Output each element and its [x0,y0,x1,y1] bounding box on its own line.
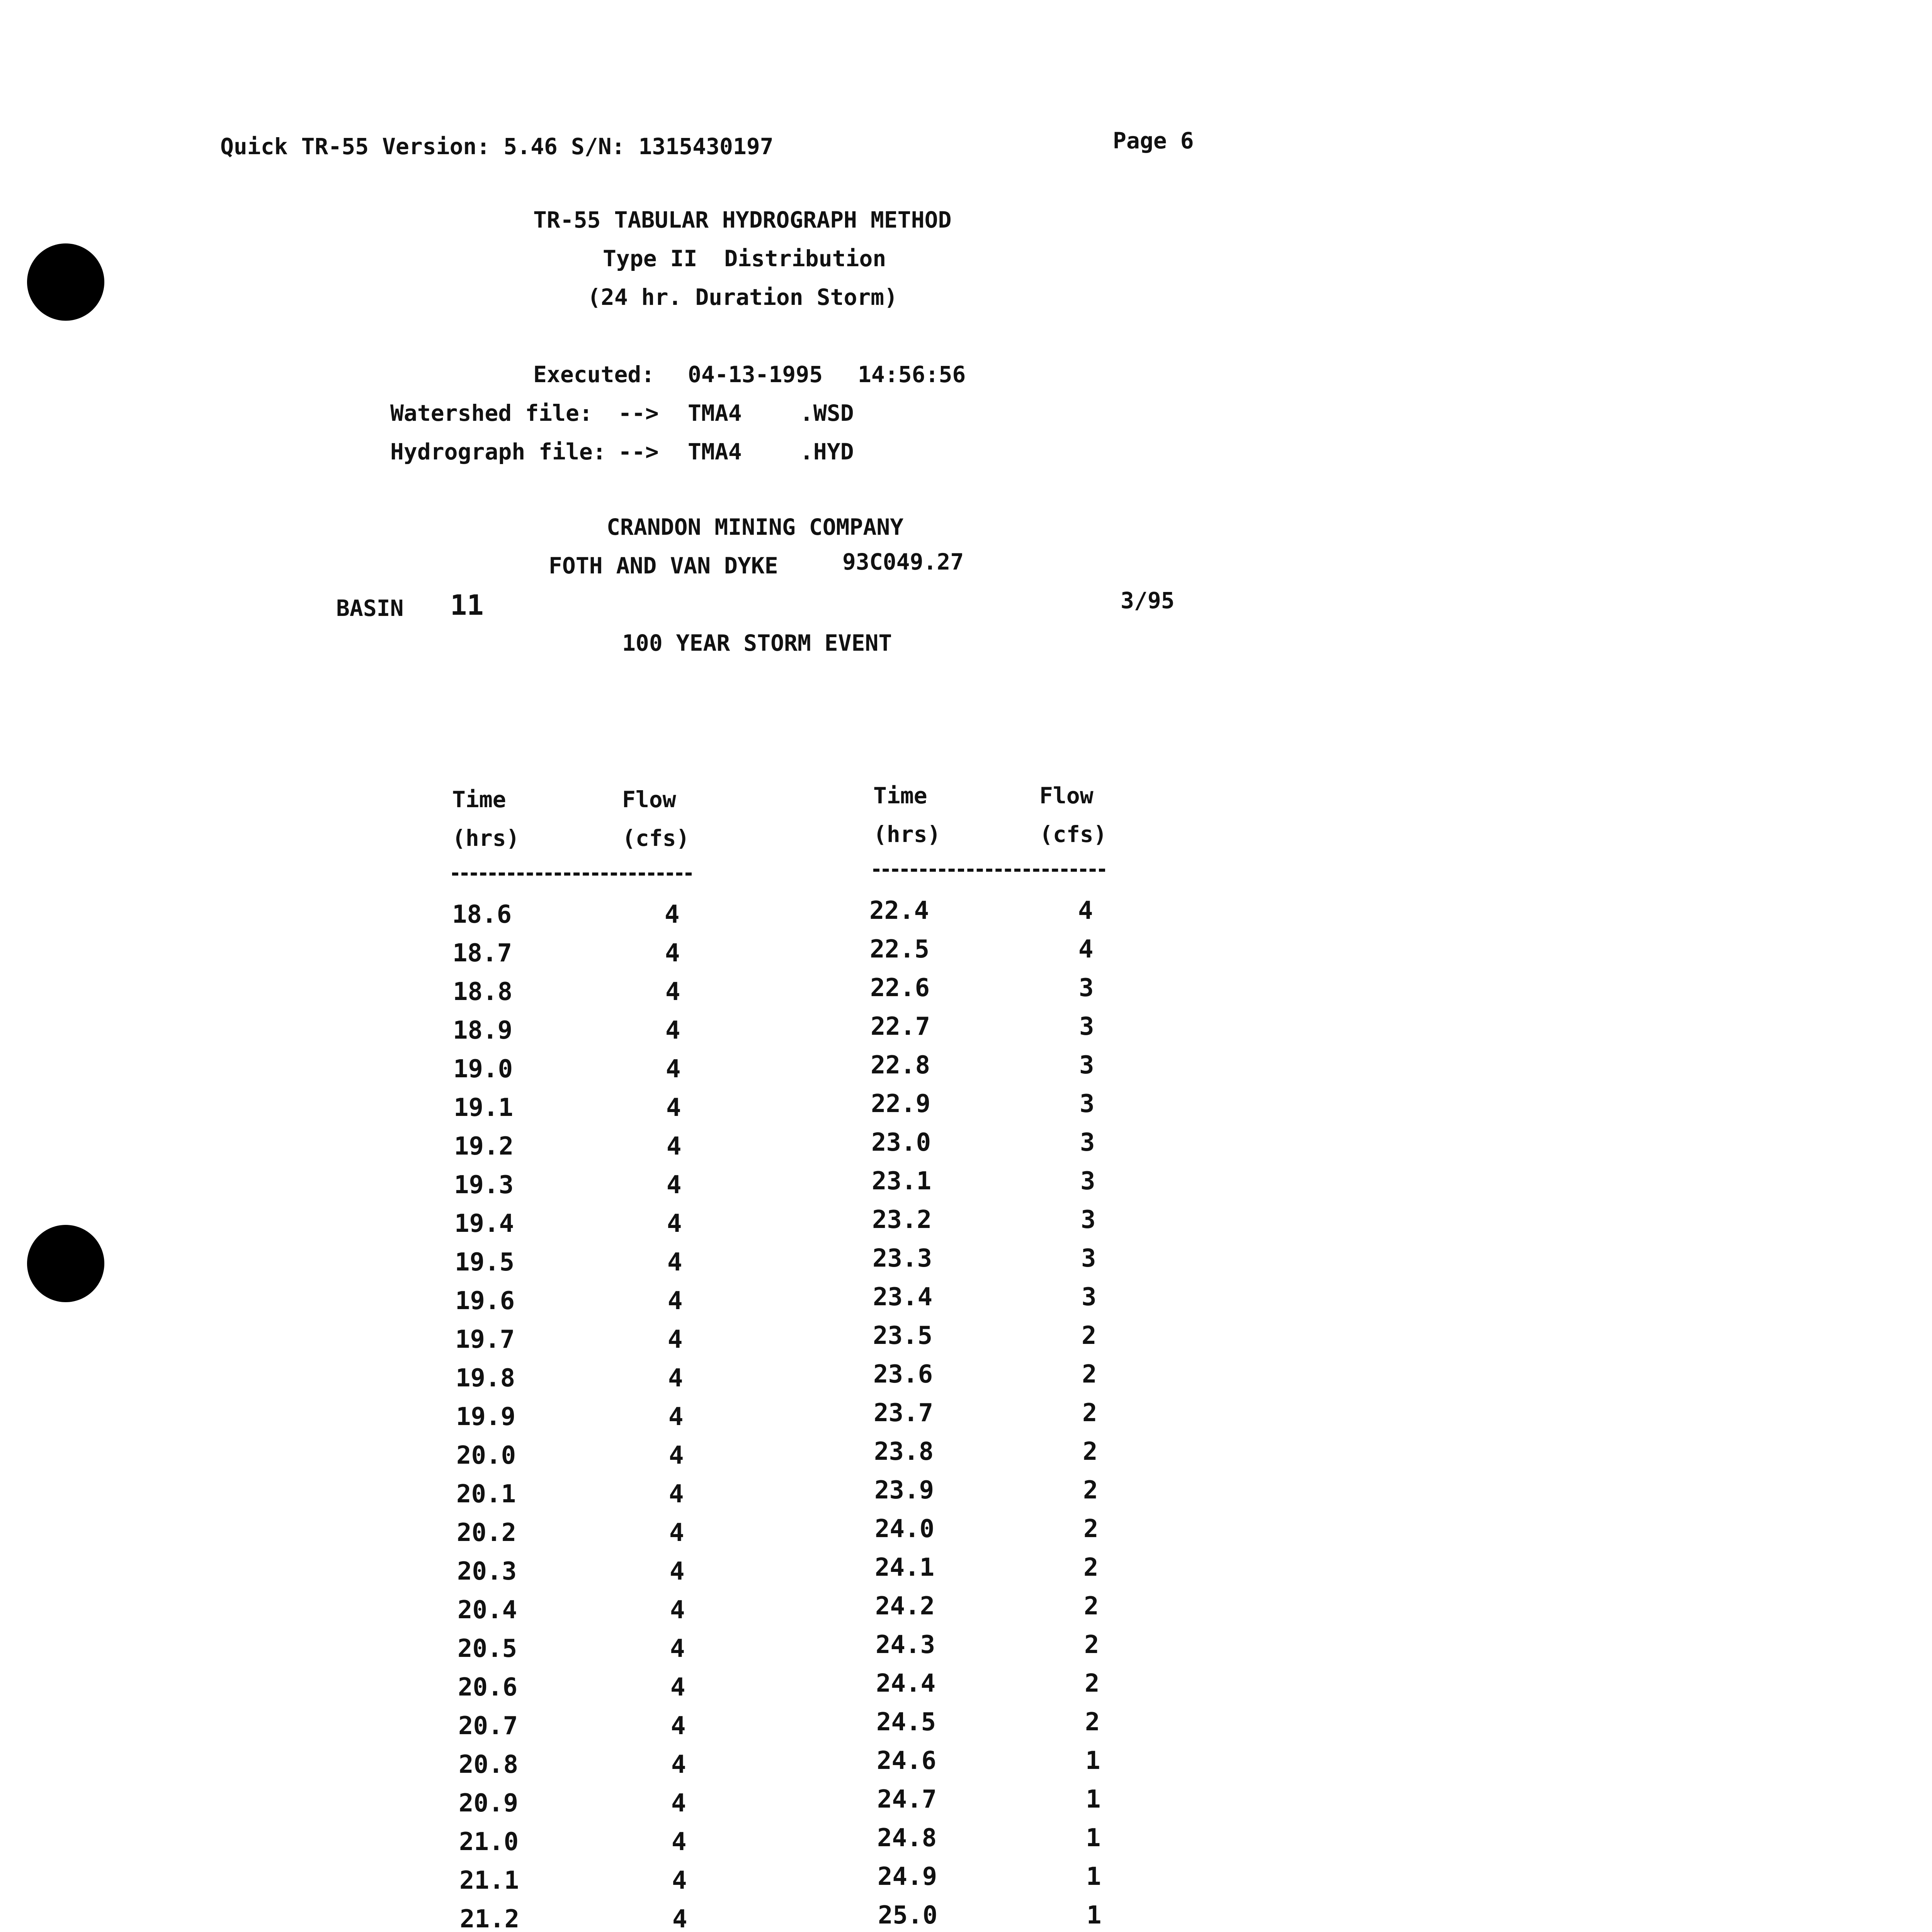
flow-value: 4 [669,1480,684,1509]
table-row [0,1478,1932,1517]
flow-value: 2 [1082,1321,1097,1350]
project-number: 93C049.27 [842,549,964,575]
basin-id: 11 [450,589,484,621]
hydrograph-file-label: Hydrograph file: [390,439,606,465]
time-value: 21.0 [459,1828,519,1856]
time-value: 22.9 [871,1090,931,1118]
flow-value: 4 [672,1866,687,1895]
table-row [0,1633,1932,1671]
time-value: 18.9 [453,1016,513,1045]
flow-value: 1 [1086,1824,1101,1852]
time-value: 23.1 [872,1167,932,1196]
time-value: 23.9 [874,1476,934,1505]
watershed-file-name: TMA4 [688,400,742,426]
flow-value: 2 [1083,1515,1099,1543]
version-line: Quick TR-55 Version: 5.46 S/N: 1315430197 [220,133,774,160]
flow-value: 4 [669,1441,684,1470]
hydrograph-file-arrow: --> [618,439,659,465]
hydrograph-file-name: TMA4 [688,439,742,465]
flow-value: 4 [669,1519,684,1547]
table-row [0,1208,1932,1246]
flow-value: 4 [666,1055,681,1083]
flow-value: 4 [672,1828,687,1856]
time-value: 18.6 [452,900,512,929]
distribution-title: Type II Distribution [603,245,886,272]
flow-value: 3 [1080,1090,1095,1118]
flow-value: 2 [1083,1476,1098,1505]
time-value: 24.7 [877,1785,937,1814]
flow-value: 4 [1078,896,1093,925]
time-value: 20.6 [458,1673,518,1702]
table-row [0,1092,1932,1130]
right-time-header: Time [873,782,927,809]
hydrograph-file-ext: .HYD [800,439,854,465]
flow-value: 2 [1083,1437,1098,1466]
time-value: 24.9 [878,1862,937,1891]
time-value: 22.4 [869,896,929,925]
table-row [0,937,1932,976]
left-time-unit: (hrs) [452,825,520,851]
time-value: 19.0 [453,1055,513,1083]
flow-value: 3 [1079,1051,1094,1080]
table-row [0,1710,1932,1748]
flow-value: 4 [666,1094,681,1122]
table-row [0,1517,1932,1555]
time-value: 24.2 [875,1592,935,1621]
time-value: 25.0 [878,1901,938,1930]
time-value: 20.8 [459,1750,519,1779]
time-value: 18.8 [453,978,513,1006]
right-time-unit: (hrs) [873,821,941,847]
right-flow-header: Flow [1039,782,1094,809]
time-value: 19.8 [456,1364,515,1393]
flow-value: 4 [670,1634,685,1663]
time-value: 23.6 [873,1360,933,1389]
flow-value: 4 [665,939,680,968]
table-row [0,1555,1932,1594]
time-value: 19.6 [455,1287,515,1315]
time-value: 19.4 [454,1209,514,1238]
right-flow-unit: (cfs) [1039,821,1107,847]
table-row [0,1787,1932,1826]
flow-value: 3 [1079,1012,1094,1041]
flow-value: 4 [667,1248,682,1277]
flow-value: 1 [1086,1785,1101,1814]
time-value: 23.5 [873,1321,933,1350]
table-row [0,1903,1932,1932]
flow-value: 4 [670,1557,685,1586]
time-value: 24.8 [877,1824,937,1852]
time-value: 22.6 [870,974,930,1002]
time-value: 19.9 [456,1403,516,1431]
flow-value: 4 [670,1673,685,1702]
time-value: 18.7 [452,939,512,968]
method-title: TR-55 TABULAR HYDROGRAPH METHOD [533,207,952,233]
flow-value: 4 [671,1712,686,1740]
time-value: 23.4 [873,1283,933,1311]
flow-value: 2 [1082,1399,1097,1427]
flow-value: 4 [672,1905,687,1932]
time-value: 23.7 [874,1399,934,1427]
time-value: 20.7 [458,1712,518,1740]
flow-value: 4 [667,1209,682,1238]
flow-value: 4 [671,1789,686,1818]
watershed-file-label: Watershed file: [390,400,593,426]
flow-value: 2 [1083,1553,1099,1582]
table-row [0,898,1932,937]
time-value: 22.5 [870,935,930,964]
time-value: 20.2 [457,1519,517,1547]
time-value: 22.8 [871,1051,930,1080]
left-time-header: Time [452,786,506,813]
time-value: 20.3 [457,1557,517,1586]
watershed-file-ext: .WSD [800,400,854,426]
table-row [0,1748,1932,1787]
watershed-file-arrow: --> [618,400,659,426]
table-row [0,1285,1932,1323]
table-row [0,1439,1932,1478]
flow-value: 3 [1082,1283,1097,1311]
flow-value: 4 [670,1596,685,1624]
flow-value: 2 [1084,1592,1099,1621]
flow-value: 4 [668,1325,683,1354]
time-value: 19.5 [455,1248,515,1277]
storm-duration-title: (24 hr. Duration Storm) [587,284,898,310]
time-value: 21.2 [460,1905,520,1932]
time-value: 24.3 [876,1631,935,1659]
flow-value: 2 [1084,1631,1099,1659]
time-value: 20.1 [456,1480,516,1509]
report-date: 3/95 [1121,587,1175,614]
flow-value: 4 [668,1403,684,1431]
page-number: Page 6 [1113,128,1194,154]
flow-value: 4 [665,978,680,1006]
left-flow-unit: (cfs) [622,825,690,851]
flow-value: 4 [665,900,680,929]
table-row [0,1671,1932,1710]
time-value: 20.5 [457,1634,517,1663]
time-value: 23.0 [871,1128,931,1157]
flow-value: 3 [1081,1244,1096,1273]
flow-value: 1 [1086,1862,1101,1891]
executed-date: 04-13-1995 [688,361,823,388]
executed-label: Executed: [533,361,655,388]
table-row [0,1362,1932,1401]
storm-event-title: 100 YEAR STORM EVENT [622,630,892,656]
left-header-divider [452,872,692,876]
flow-value: 2 [1085,1669,1100,1698]
table-row [0,1826,1932,1864]
right-header-divider [873,869,1105,872]
time-value: 20.9 [459,1789,519,1818]
left-flow-header: Flow [622,786,676,813]
table-row [0,1323,1932,1362]
time-value: 24.4 [876,1669,936,1698]
flow-value: 4 [1078,935,1094,964]
time-value: 24.5 [876,1708,936,1736]
time-value: 19.3 [454,1171,514,1199]
time-value: 24.0 [875,1515,935,1543]
flow-value: 3 [1079,974,1094,1002]
table-row [0,1169,1932,1208]
time-value: 24.1 [875,1553,935,1582]
time-value: 21.1 [459,1866,519,1895]
table-row [0,1053,1932,1092]
table-row [0,1864,1932,1903]
table-row [0,1401,1932,1439]
time-value: 20.4 [457,1596,517,1624]
table-row [0,1246,1932,1285]
flow-value: 2 [1082,1360,1097,1389]
consultant-name: FOTH AND VAN DYKE [549,553,778,579]
time-value: 23.8 [874,1437,934,1466]
flow-value: 4 [671,1750,686,1779]
time-value: 23.2 [872,1206,932,1234]
flow-value: 2 [1085,1708,1100,1736]
flow-value: 1 [1085,1747,1100,1775]
time-value: 19.7 [455,1325,515,1354]
table-row [0,1594,1932,1633]
flow-value: 3 [1081,1206,1096,1234]
time-value: 19.1 [454,1094,514,1122]
time-value: 22.7 [871,1012,930,1041]
time-value: 20.0 [456,1441,516,1470]
flow-value: 3 [1080,1167,1095,1196]
flow-value: 4 [668,1364,683,1393]
flow-value: 1 [1087,1901,1102,1930]
basin-label: BASIN [336,595,404,621]
table-row [0,1130,1932,1169]
flow-value: 4 [668,1287,683,1315]
executed-time: 14:56:56 [858,361,966,388]
time-value: 24.6 [877,1747,937,1775]
flow-value: 4 [665,1016,680,1045]
time-value: 23.3 [872,1244,932,1273]
flow-value: 4 [667,1171,682,1199]
binder-hole-top [27,243,104,321]
company-name: CRANDON MINING COMPANY [607,514,904,540]
table-row [0,1014,1932,1053]
flow-value: 4 [667,1132,682,1161]
table-row [0,976,1932,1014]
flow-value: 3 [1080,1128,1095,1157]
time-value: 19.2 [454,1132,514,1161]
